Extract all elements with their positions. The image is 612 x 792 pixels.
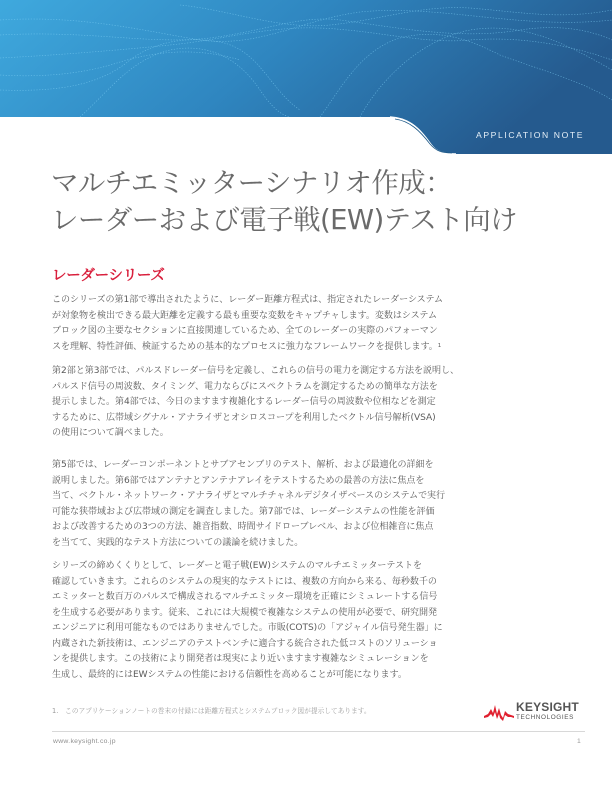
paragraph-line: 提示しました。第4部では、今日のますます複雑化するレーダー信号の周波数や位相などを測定: [52, 397, 436, 407]
paragraph-line: 内蔵された新技術は、エンジニアのテストベンチに適合する統合された低コストのソリューショ: [52, 638, 438, 649]
paragraph-line: [52, 340, 572, 356]
document-type-label: APPLICATION NOTE: [476, 130, 585, 140]
paragraph-line-text: スを理解、特性評価、検証するための基本的なプロセスに強力なフレームワークを提供します。: [52, 341, 438, 352]
paragraph-line: 第5部では、レーダーコンポーネントとサブアセンブリのテスト、解析、および最適化の詳細を: [52, 460, 434, 470]
paragraph-line: パルスド信号の周波数、タイミング、電力ならびにスペクトラムを測定するための簡単な方法を: [52, 381, 438, 392]
paragraph-line: が対象物を検出できる最大距離を定義する最も重要な変数をキャプチャします。変数はシステム: [52, 310, 437, 321]
paragraph-1: [52, 293, 572, 355]
keysight-logo: [484, 700, 584, 724]
logo-brand-text: KEYSIGHT: [516, 700, 579, 714]
paragraph-line: ブロック図の主要なセクションに直接関連しているため、全てのレーダーの実際のパフォーマン: [52, 326, 438, 336]
section-heading: レーダーシリーズ: [52, 268, 165, 284]
paragraph-line: エンジニアに利用可能なものではありませんでした。市販(COTS)の「アジャイル信号発生器」に: [52, 623, 443, 633]
footer-divider: [52, 731, 585, 732]
paragraph-line: このシリーズの第1部で導出されたように、レーダー距離方程式は、指定されたレーダーシステム: [52, 295, 444, 305]
paragraph-line: を当てて、実践的なテスト方法についての議論を続けました。: [52, 537, 304, 548]
paragraph-line: および改善するための3つの方法、雑音指数、時間サイドローブレベル、および位相雑音に焦点: [52, 522, 434, 532]
paragraph-line: 可能な狭帯域および広帯域の測定を調査しました。第7部では、レーダーシステムの性能を評価: [52, 506, 435, 517]
paragraph-3: [52, 458, 572, 551]
paragraph-line: エミッターと数百万のパルスで構成されるマルチエミッター環境を正確にシミュレートする信号: [52, 592, 438, 602]
paragraph-line: 当て、ベクトル・ネットワーク・アナライザとマルチチャネルデジタイザベースのシステムで実行: [52, 491, 446, 501]
footnote-reference[interactable]: 1: [437, 342, 442, 349]
paragraph-line: 確認していきます。これらのシステムの現実的なテストには、複数の方向から来る、毎秒数千の: [52, 576, 437, 587]
paragraph-line: を生成する必要があります。従来、これには大規模で複雑なシステムの使用が必要で、研究開発: [52, 607, 438, 618]
paragraph-line: するために、広帯域シグナル・アナライザとオシロスコープを利用したベクトル信号解析(VSA): [52, 412, 436, 423]
document-title: [51, 165, 517, 239]
footnote: 1. このアプリケーションノートの巻末の付録には距離方程式とシステムブロック図が提示してあります。: [52, 707, 371, 715]
paragraph-2: [52, 364, 572, 442]
logo-sub-text: TECHNOLOGIES: [516, 714, 574, 721]
keysight-waveform-icon: [484, 702, 514, 722]
paragraph-line: 説明しました。第6部ではアンテナとアンテナアレイをテストするための最善の方法に焦点を: [52, 475, 425, 486]
footer-url-link[interactable]: www.keysight.co.jp: [53, 738, 116, 745]
page-number: 1: [577, 738, 581, 745]
paragraph-line: シリーズの締めくくりとして、レーダーと電子戦(EW)システムのマルチエミッターテストを: [52, 561, 422, 571]
paragraph-line: の使用について調べました。: [52, 428, 169, 438]
paragraph-line: ンを提供します。この技術により開発者は現実により近いますます複雑なシミュレーションを: [52, 654, 429, 664]
paragraph-line: 第2部と第3部では、パルスドレーダー信号を定義し、これらの信号の電力を測定する方法を説明し、: [52, 366, 459, 376]
header-banner: [0, 0, 612, 160]
title-line-2: レーダーおよび電子戦(EW)テスト向け: [51, 204, 518, 236]
paragraph-line: 生成し、最終的にはEWシステムの性能における信頼性を高めることが可能になります。: [52, 669, 407, 680]
title-line-1: マルチエミッターシナリオ作成：: [51, 167, 453, 199]
paragraph-4: [52, 559, 572, 683]
